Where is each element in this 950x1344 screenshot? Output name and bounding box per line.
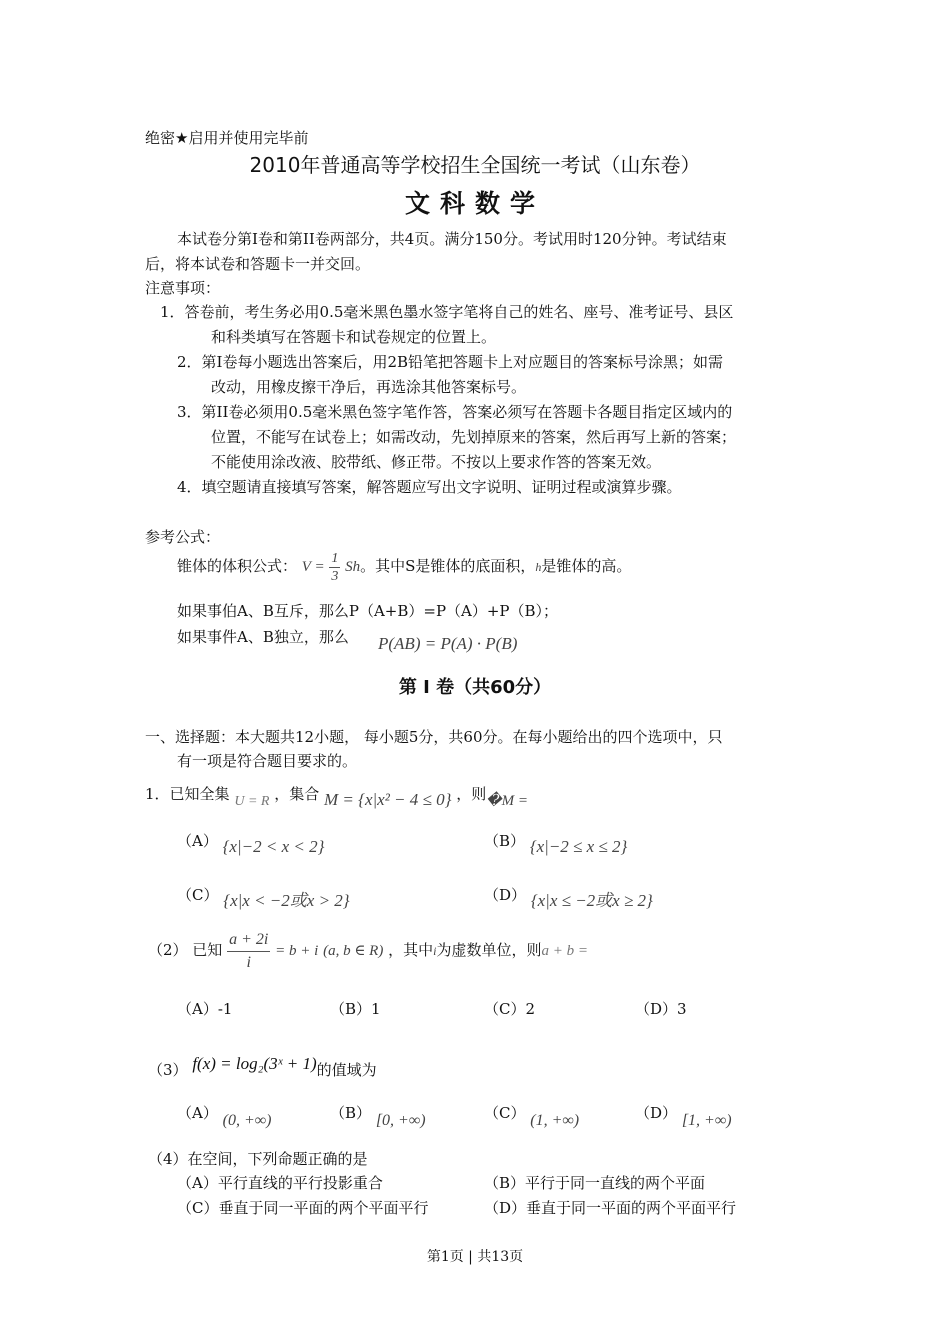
q2-mid-2: 为虚数单位，则 <box>436 941 542 959</box>
formulas-heading: 参考公式： <box>145 528 221 546</box>
q3-suffix: 的值域为 <box>316 1061 377 1079</box>
q2-option-c: （C）2 <box>484 1000 536 1018</box>
q1-option-d-label: （D） <box>484 886 527 904</box>
q3-option-d <box>635 1102 732 1129</box>
note-3c: 不能使用涂改液、胶带纸、修正带。不按以上要求作答的答案无效。 <box>211 453 662 471</box>
q1-option-a <box>177 830 325 856</box>
q1-option-a-value: {x|−2 < x < 2} <box>222 837 325 856</box>
cone-volume-formula <box>177 546 631 587</box>
notes-heading: 注意事项： <box>145 279 221 297</box>
q2-prefix: （2） 已知 <box>148 941 223 959</box>
cone-desc-1: 。其中S是锥体的底面积， <box>360 557 536 575</box>
cone-desc-2: 是锥体的高。 <box>541 557 632 575</box>
q1-complement: �M = <box>486 793 528 809</box>
q1-option-c <box>177 880 350 910</box>
q2-condition: (a, b ∈ R) <box>323 943 384 959</box>
q1-option-b <box>484 830 628 856</box>
q1-universal-set: U = R <box>234 794 270 809</box>
q1-prefix: 1．已知全集 <box>145 785 230 803</box>
note-3b: 位置，不能写在试卷上；如需改动，先划掉原来的答案，然后再写上新的答案； <box>211 428 737 446</box>
cone-fraction-numerator: 1 <box>331 550 339 566</box>
note-1b: 和科类填写在答题卡和试卷规定的位置上。 <box>211 328 497 346</box>
q2-equation-rhs: = b + i <box>275 943 319 959</box>
q4-option-b: （B）平行于同一直线的两个平面 <box>484 1174 706 1192</box>
question-3-stem <box>148 1054 377 1080</box>
q3-option-c <box>484 1102 580 1129</box>
q1-option-d-value: {x|x ≤ −2或x ≥ 2} <box>530 891 653 910</box>
q3-option-c-value: (1, +∞) <box>530 1112 580 1129</box>
q3-function: f(x) = log₂(3ˣ + 1) <box>192 1054 317 1073</box>
q3-option-d-label: （D） <box>635 1104 678 1122</box>
question-2-stem <box>148 926 588 975</box>
q2-option-b: （B）1 <box>330 1000 381 1018</box>
q2-fraction <box>227 929 270 974</box>
intro-line-2: 后，将本试卷和答题卡一并交回。 <box>145 255 371 273</box>
note-1a: 1．答卷前，考生务必用0.5毫米黑色墨水签字笔将自己的姓名、座号、准考证号、县区 <box>160 303 734 321</box>
q2-imaginary-unit: i <box>433 944 437 958</box>
q2-numerator: a + 2i <box>227 929 270 952</box>
cone-label: 锥体的体积公式： <box>177 557 298 575</box>
q1-option-d <box>484 880 653 910</box>
q3-option-b <box>330 1102 426 1129</box>
q2-ask: a + b = <box>541 943 588 959</box>
page-footer: 第1页 | 共13页 <box>426 1249 524 1265</box>
independent-events-label: 如果事件A、B独立，那么 <box>177 628 349 646</box>
part-1-title: 第 Ⅰ 卷（共60分） <box>398 677 552 698</box>
q1-option-c-label: （C） <box>177 886 219 904</box>
q4-option-a: （A）平行直线的平行投影重合 <box>177 1174 383 1192</box>
q4-option-d: （D）垂直于同一平面的两个平面平行 <box>484 1199 737 1217</box>
note-2b: 改动，用橡皮擦干净后，再选涂其他答案标号。 <box>211 378 527 396</box>
note-4: 4．填空题请直接填写答案，解答题应写出文字说明、证明过程或演算步骤。 <box>177 478 682 496</box>
exam-title: 2010年普通高等学校招生全国统一考试（山东卷） <box>249 153 701 177</box>
intro-line-1: 本试卷分第I卷和第II卷两部分，共4页。满分150分。考试用时120分钟。考试结束 <box>177 230 727 248</box>
q1-set-m: M = {x|x² − 4 ≤ 0} <box>324 790 452 809</box>
exam-subtitle: 文科数学 <box>404 189 545 218</box>
q3-option-c-label: （C） <box>484 1104 526 1122</box>
note-3a: 3．第II卷必须用0.5毫米黑色签字笔作答，答案必须写在答题卡各题目指定区域内的 <box>177 403 733 421</box>
independent-events-formula: P(AB) = P(A) · P(B) <box>378 634 518 653</box>
q3-option-d-value: [1, +∞) <box>681 1112 732 1129</box>
part-1-instructions-1: 一、选择题：本大题共12小题， 每小题5分，共60分。在每小题给出的四个选项中，只 <box>145 728 723 746</box>
q1-option-b-label: （B） <box>484 832 526 850</box>
q3-prefix: （3） <box>148 1061 188 1079</box>
question-1-stem <box>145 783 528 809</box>
q3-option-a <box>177 1102 272 1129</box>
cone-fraction <box>329 550 340 585</box>
q2-option-a: （A）-1 <box>177 1000 233 1018</box>
q1-option-a-label: （A） <box>177 832 218 850</box>
q2-denominator: i <box>246 953 251 971</box>
cone-h: h <box>535 560 542 574</box>
q1-option-c-value: {x|x < −2或x > 2} <box>223 891 350 910</box>
cone-fraction-denominator: 3 <box>331 568 339 584</box>
cone-sh: Sh <box>345 559 361 575</box>
question-4-stem: （4）在空间，下列命题正确的是 <box>148 1150 368 1168</box>
q3-option-a-label: （A） <box>177 1104 218 1122</box>
q1-mid: ，集合 <box>274 785 320 803</box>
q1-option-b-value: {x|−2 ≤ x ≤ 2} <box>529 837 628 856</box>
q3-option-b-label: （B） <box>330 1104 372 1122</box>
cone-v: V = <box>301 559 325 575</box>
q3-option-a-value: (0, +∞) <box>222 1112 272 1129</box>
exclusive-events-formula: 如果事伯A、B互斥，那么P（A+B）=P（A）+P（B）； <box>177 602 559 620</box>
part-1-instructions-2: 有一项是符合题目要求的。 <box>177 752 358 770</box>
q2-mid-1: ，其中 <box>388 941 434 959</box>
q1-then: ，则 <box>456 785 487 803</box>
confidential-notice: 绝密★启用并使用完毕前 <box>145 129 309 147</box>
q2-option-d: （D）3 <box>635 1000 687 1018</box>
note-2a: 2．第I卷每小题选出答案后，用2B铅笔把答题卡上对应题目的答案标号涂黑；如需 <box>177 353 724 371</box>
q4-option-c: （C）垂直于同一平面的两个平面平行 <box>177 1199 429 1217</box>
q3-option-b-value: [0, +∞) <box>375 1112 426 1129</box>
